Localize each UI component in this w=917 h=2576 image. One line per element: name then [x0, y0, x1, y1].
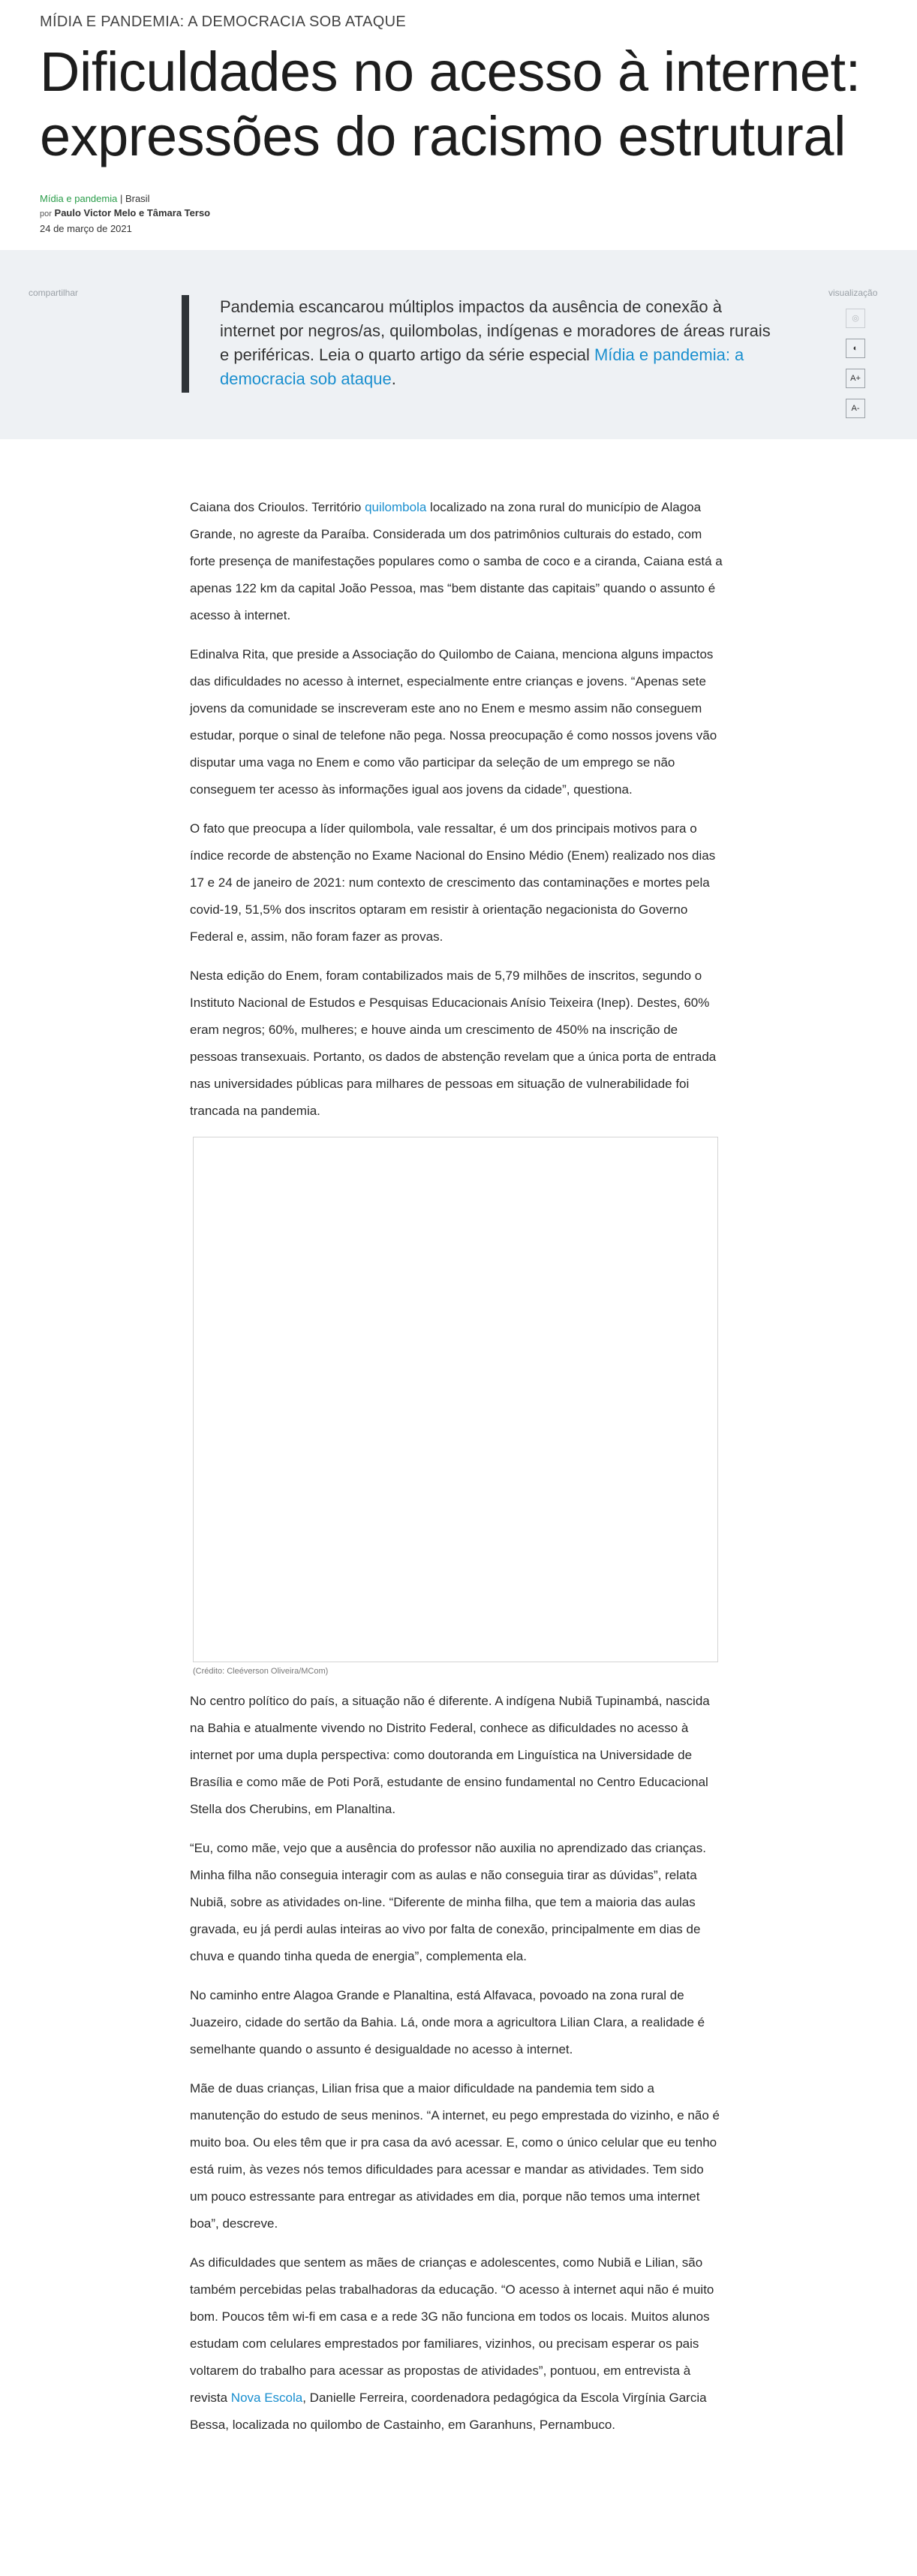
paragraph: Edinalva Rita, que preside a Associação do Quilombo de Caiana, menciona alguns impactos das dificuldades no acesso à internet, especialmente entre crianças e jovens. “Apenas sete jovens da comunidade se inscreveram este ano no Enem e mesmo assim não conseguem estudar, porque o sinal de telefone não pega. Nossa preocupação é como nossos jovens vão disputar uma vaga no Enem e como vão participar da seleção de um emprego se não conseguem ter acesso às informações igual aos jovens da cidade”, questiona.	[190, 647, 717, 797]
series-kicker: MÍDIA E PANDEMIA: A DEMOCRACIA SOB ATAQUE	[40, 14, 406, 30]
lead-body: Pandemia escancarou múltiplos impactos da ausência de conexão à internet por negros/as, quilombolas, indígenas e moradores de áreas rurais e periféricas. Leia o quarto artigo da série especial	[220, 297, 771, 364]
text-run: Caiana dos Crioulos. Território	[190, 500, 365, 514]
font-increase-button[interactable]: A+	[846, 369, 865, 388]
font-decrease-button[interactable]: A-	[846, 399, 865, 418]
article-header	[0, 0, 917, 236]
lead-bar	[182, 295, 189, 393]
paragraph	[190, 494, 724, 629]
contrast-toggle-icon[interactable]: ◐	[846, 339, 865, 358]
byline-prefix: por	[40, 209, 52, 218]
paragraph: No caminho entre Alagoa Grande e Planaltina, está Alfavaca, povoado na zona rural de Juazeiro, cidade do sertão da Bahia. Lá, onde mora a agricultora Lilian Clara, a realidade é semelhante quando o assunto é desigualdade no acesso à internet.	[190, 1988, 705, 2056]
share-label: compartilhar	[29, 288, 79, 298]
text-run: localizado na zona rural do município de Alagoa Grande, no agreste da Paraíba. Considerada um dos patrimônios culturais do estado, com forte presença de manifestações populares como o samba de coco e a ciranda, Caiana está a apenas 122 km da capital João Pessoa, mas “bem distante das capitais” quando o assunto é acesso à internet.	[190, 500, 723, 622]
paragraph: Mãe de duas crianças, Lilian frisa que a maior dificuldade na pandemia tem sido a manutenção do estudo de seus meninos. “A internet, eu pego emprestada do vizinho, e não é muito boa. Ou eles têm que ir pra casa da avó acessar. E, como o único celular que eu tenho está ruim, às vezes nós temos dificuldades para acessar e mandar as atividades. Tem sido um pouco estressante para entregar as atividades em dia, porque não temos uma internet boa”, descreve.	[190, 2081, 720, 2231]
nova-escola-link[interactable]: Nova Escola	[230, 2391, 303, 2405]
article-image	[193, 1137, 718, 1662]
text-run: , Danielle Ferreira, coordenadora pedagógica da Escola Virgínia Garcia Bessa, localizada no quilombo de Castainho, em Garanhuns, Pernambuco.	[190, 2391, 707, 2432]
paragraph: Nesta edição do Enem, foram contabilizados mais de 5,79 milhões de inscritos, segundo o Instituto Nacional de Estudos e Pesquisas Educacionais Anísio Teixeira (Inep). Destes, 60% eram negros; 60%, mulheres; e houve ainda um crescimento de 450% na inscrição de pessoas transexuais. Portanto, os dados de abstenção revelam que a única porta de entrada nas universidades públicas para milhares de pessoas em situação de vulnerabilidade foi trancada na pandemia.	[190, 969, 717, 1118]
contrast-off-icon[interactable]: ◎	[846, 309, 865, 328]
paragraph: No centro político do país, a situação não é diferente. A indígena Nubiã Tupinambá, nascida na Bahia e atualmente vivendo no Distrito Federal, conhece as dificuldades no acesso à internet por uma dupla perspectiva: como doutoranda em Linguística na Universidade de Brasília e como mãe de Poti Porã, estudante de ensino fundamental no Centro Educacional Stella dos Cherubins, em Planaltina.	[190, 1694, 710, 1816]
paragraph: “Eu, como mãe, vejo que a ausência do professor não auxilia no aprendizado das crianças. Minha filha não conseguia interagir com as aulas e não conseguia tirar as dúvidas”, relata Nubiã, sobre as atividades on-line. “Diferente de minha filha, que tem a maioria das aulas gravada, eu já perdi aulas inteiras ao vivo por falta de conexão, principalmente em dias de chuva e quando tinha queda de energia”, complementa ela.	[190, 1841, 706, 1963]
paragraph	[190, 2249, 724, 2439]
lead-band	[0, 250, 917, 439]
category-link[interactable]: Mídia e pandemia	[40, 193, 118, 204]
page-title: Dificuldades no acesso à internet: expressões do racismo estrutural	[40, 41, 861, 167]
series-link[interactable]: Mídia e pandemia: a democracia sob ataque	[220, 345, 744, 388]
byline	[40, 206, 877, 221]
lead-end: .	[391, 369, 396, 388]
image-caption: (Crédito: Cleéverson Oliveira/MCom)	[193, 1667, 329, 1676]
category-rest: | Brasil	[117, 193, 150, 204]
paragraph: O fato que preocupa a líder quilombola, vale ressaltar, é um dos principais motivos para o índice recorde de abstenção no Exame Nacional do Ensino Médio (Enem) realizado nos dias 17 e 24 de janeiro de 2021: num contexto de crescimento das contaminações e mortes pela covid-19, 51,5% dos inscritos optaram em resistir à orientação negacionista do Governo Federal e, assim, não foram fazer as provas.	[190, 821, 716, 944]
category-line	[40, 191, 877, 206]
quilombola-link[interactable]: quilombola	[365, 500, 427, 514]
lead-text	[220, 295, 775, 391]
byline-authors: Paulo Victor Melo e Tâmara Terso	[54, 207, 211, 218]
article-meta	[40, 191, 877, 236]
article-body	[190, 494, 724, 2451]
text-run: As dificuldades que sentem as mães de crianças e adolescentes, como Nubiã e Lilian, são também percebidas pelas trabalhadoras da educação. “O acesso à internet aqui não é muito bom. Poucos têm wi-fi em casa e a rede 3G não funciona em todos os locais. Muitos alunos estudam com celulares emprestados por familiares, vizinhos, ou precisam esperar os pais voltarem do trabalho para acessar as propostas de atividades”, pontuou, em entrevista à revista	[190, 2255, 714, 2405]
publish-date: 24 de março de 2021	[40, 223, 132, 234]
view-label: visualização	[828, 288, 878, 298]
